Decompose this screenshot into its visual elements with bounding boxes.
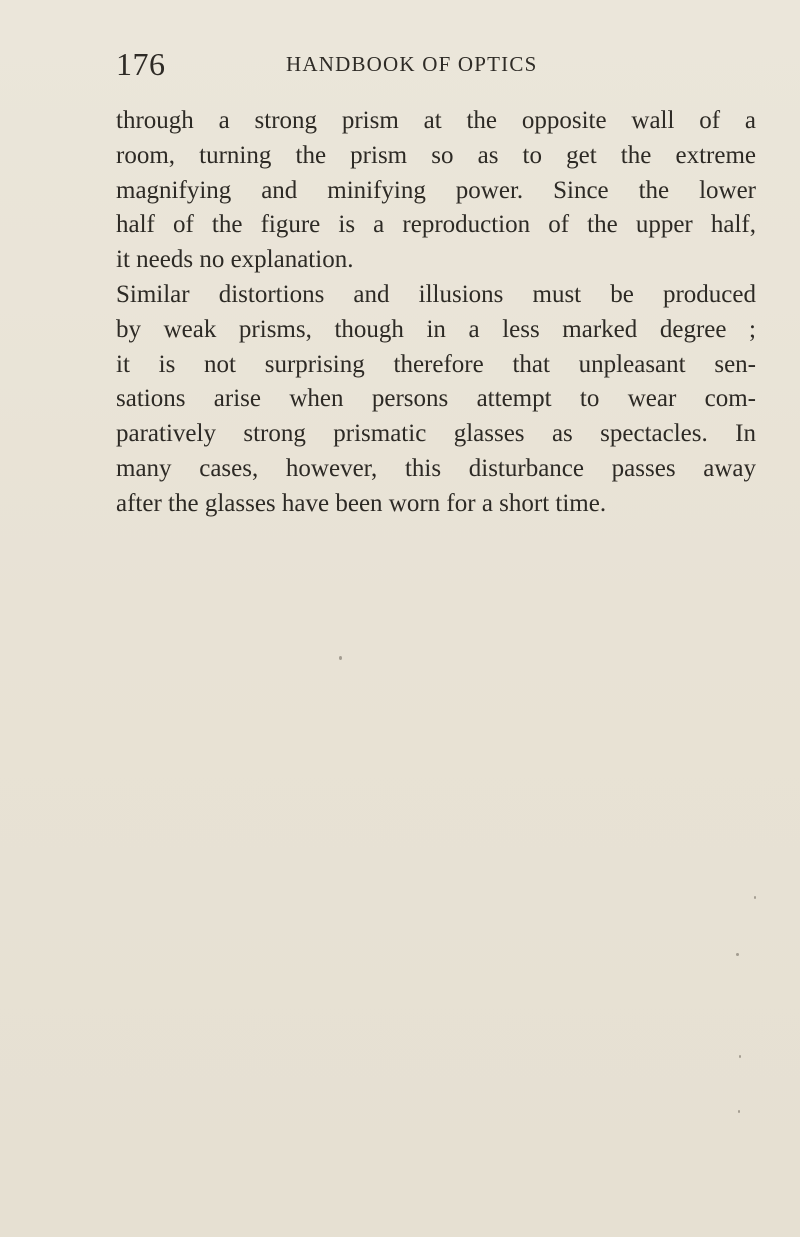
text-line: it is not surprising therefore that unpleasant sen- [116,350,756,378]
body-text [116,104,756,522]
text-line: Similar distortions and illusions must be produced [116,280,756,308]
paper-speck [739,1055,741,1058]
running-title: HANDBOOK OF OPTICS [286,52,538,76]
text-line: paratively strong prismatic glasses as spectacles. In [116,420,756,448]
text-line: after the glasses have been worn for a short time. [116,489,607,517]
text-line: many cases, however, this disturbance passes away [116,454,756,482]
text-line: by weak prisms, though in a less marked degree ; [116,315,756,343]
text-line: it needs no explanation. [116,246,354,274]
text-line: magnifying and minifying power. Since the lower [116,176,756,204]
text-line: half of the figure is a reproduction of the upper half, [116,211,756,239]
text-line: through a strong prism at the opposite wall of a [116,107,756,134]
paper-speck [754,896,756,899]
paper-speck [738,1110,740,1113]
running-head [116,46,756,86]
text-line: room, turning the prism so as to get the extreme [116,141,756,169]
page-number: 176 [116,46,166,82]
text-line: sations arise when persons attempt to wear com- [116,385,756,413]
paper-speck [339,656,342,660]
paper-speck [736,953,739,956]
